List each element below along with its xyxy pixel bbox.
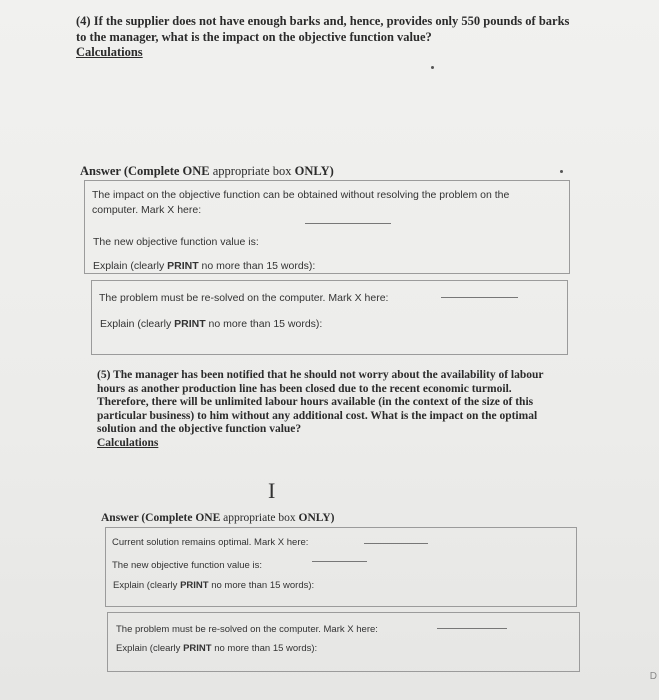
paper-speck [560, 170, 563, 173]
answer-2-box-2[interactable] [107, 612, 580, 672]
answer-2-box-1-value-blank[interactable] [312, 561, 367, 562]
corner-mark: D [649, 671, 657, 682]
answer-2-box-1-mark-blank[interactable] [364, 543, 428, 544]
answer-2-box-2-explain-line: Explain (clearly PRINT no more than 15 words): [116, 643, 318, 654]
answer-1-box-1-explain-line: Explain (clearly PRINT no more than 15 words): [93, 260, 316, 272]
answer-1-label: Answer (Complete ONE appropriate box ONLY) [80, 164, 334, 178]
answer-1-box-1-value-line: The new objective function value is: [93, 236, 259, 248]
answer-2-box-2-mark-blank[interactable] [437, 628, 507, 629]
question-5-text: (5) The manager has been notified that he should not worry about the availability of labour hours as another production line has been closed due to the recent economic turmoil. Therefore, there will be unlimited labour hours available (in the context of the size of this particular business) to him without any additional cost. What is the impact on the optimal solution and the objective function value? [97, 369, 544, 435]
question-4-text: (4) If the supplier does not have enough barks and, hence, provides only 550 pounds of barks to the manager, what is the impact on the objective function value? [76, 14, 570, 44]
answer-1-box-1[interactable] [84, 180, 570, 274]
answer-2-box-1-value-line: The new objective function value is: [112, 560, 262, 571]
question-4-calculations-heading: Calculations [76, 45, 143, 59]
question-5 [97, 369, 547, 450]
answer-1-box-2-mark-blank[interactable] [441, 297, 518, 298]
answer-1-box-2-mark-line: The problem must be re-solved on the computer. Mark X here: [99, 292, 389, 304]
question-5-calculations-heading: Calculations [97, 436, 159, 449]
text-cursor-icon: I [268, 478, 276, 503]
answer-1-box-1-mark-line: The impact on the objective function can be obtained without resolving the problem on the computer. Mark X here: [92, 189, 510, 216]
answer-2-box-1[interactable] [105, 527, 577, 607]
answer-1-box-2-explain-line: Explain (clearly PRINT no more than 15 words): [100, 318, 323, 330]
answer-2-box-1-mark-line: Current solution remains optimal. Mark X here: [112, 537, 309, 548]
answer-2-box-1-explain-line: Explain (clearly PRINT no more than 15 words): [113, 580, 315, 591]
answer-2-box-2-mark-line: The problem must be re-solved on the computer. Mark X here: [116, 624, 378, 635]
answer-1-box-1-mark-blank[interactable] [305, 223, 391, 224]
question-4 [76, 14, 576, 61]
answer-1-box-2[interactable] [91, 280, 568, 355]
answer-2-label: Answer (Complete ONE appropriate box ONLY) [101, 512, 335, 524]
paper-speck [431, 66, 434, 69]
